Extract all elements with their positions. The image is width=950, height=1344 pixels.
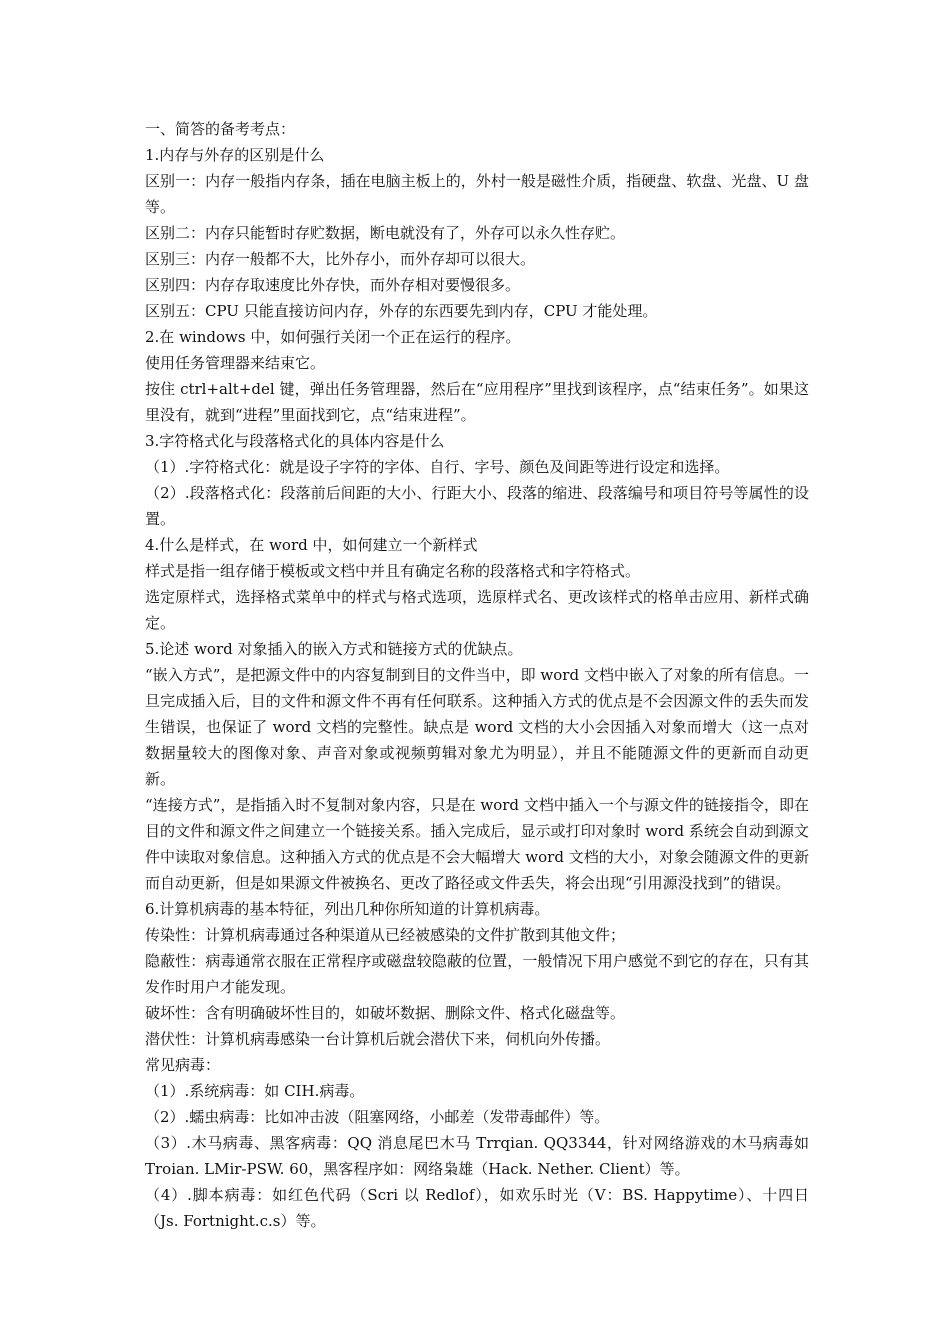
question-heading-5: 5.论述 word 对象插入的嵌入方式和链接方式的优缺点。 (145, 640, 523, 658)
document-body (145, 116, 809, 1234)
paragraph: 区别五：CPU 只能直接访问内存，外存的东西要先到内存，CPU 才能处理。 (145, 302, 658, 320)
paragraph: 使用任务管理器来结束它。 (145, 354, 326, 372)
question-heading-4: 4.什么是样式，在 word 中，如何建立一个新样式 (145, 536, 478, 554)
paragraph: “嵌入方式”，是把源文件中的内容复制到目的文件当中，即 word 文档中嵌入了对象的所有信息。一旦完成插入后，目的文件和源文件不再有任何联系。这种插入方式的优点是不会因源文件的丢失而发生错误，也保证了 word 文档的完整性。缺点是 word 文档的大小会因插入对象而增大（这一点对数据量较大的图像对象、声音对象或视频剪辑对象尤为明显），并且不能随源文件的更新而自动更新。 (145, 666, 809, 788)
paragraph: 隐蔽性：病毒通常衣服在正常程序或磁盘较隐蔽的位置，一般情况下用户感觉不到它的存在，只有其发作时用户才能发现。 (145, 952, 809, 996)
paragraph: 潜伏性：计算机病毒感染一台计算机后就会潜伏下来，伺机向外传播。 (145, 1030, 611, 1048)
paragraph: 区别四：内存存取速度比外存快，而外存相对要慢很多。 (145, 276, 521, 294)
list-item: （2）.蠕虫病毒：比如冲击波（阻塞网络，小邮差（发带毒邮件）等。 (145, 1108, 610, 1126)
paragraph: 传染性：计算机病毒通过各种渠道从已经被感染的文件扩散到其他文件； (145, 926, 626, 944)
list-item: （3）.木马病毒、黑客病毒：QQ 消息尾巴木马 Trrqian. QQ3344，针对网络游戏的木马病毒如 Troian. LMir-PSW. 60，黑客程序如：网络枭雄（Hack. Nether. Client）等。 (145, 1134, 809, 1178)
paragraph: 按住 ctrl+alt+del 键，弹出任务管理器，然后在“应用程序”里找到该程序，点“结束任务”。如果这里没有，就到“进程”里面找到它，点“结束进程”。 (145, 380, 809, 424)
question-heading-2: 2.在 windows 中，如何强行关闭一个正在运行的程序。 (145, 328, 521, 346)
list-item: （4）.脚本病毒：如红色代码（Scri 以 Redlof），如欢乐时光（V：BS. Happytime）、十四日（Js. Fortnight.c.s）等。 (145, 1186, 809, 1230)
paragraph: 选定原样式，选择格式菜单中的样式与格式选项，选原样式名、更改该样式的格单击应用、新样式确定。 (145, 588, 809, 632)
list-item: （1）.系统病毒：如 CIH.病毒。 (145, 1082, 365, 1100)
paragraph: 区别一：内存一般指内存条，插在电脑主板上的，外村一般是磁性介质，指硬盘、软盘、光盘、U 盘等。 (145, 172, 809, 216)
paragraph: “连接方式”，是指插入时不复制对象内容，只是在 word 文档中插入一个与源文件的链接指令，即在目的文件和源文件之间建立一个链接关系。插入完成后，显示或打印对象时 word 系统会自动到源文件中读取对象信息。这种插入方式的优点是不会大幅增大 word 文档的大小，对象会随源文件的更新而自动更新，但是如果源文件被换名、更改了路径或文件丢失，将会出现“引用源没找到”的错误。 (145, 796, 809, 892)
question-heading-6: 6.计算机病毒的基本特征，列出几种你所知道的计算机病毒。 (145, 900, 550, 918)
paragraph: 区别二：内存只能暂时存贮数据，断电就没有了，外存可以永久性存贮。 (145, 224, 626, 242)
section-heading: 一、简答的备考考点： (145, 120, 296, 138)
paragraph: 区别三：内存一般都不大，比外存小，而外存却可以很大。 (145, 250, 536, 268)
paragraph: （2）.段落格式化：段落前后间距的大小、行距大小、段落的缩进、段落编号和项目符号等属性的设置。 (145, 484, 809, 528)
question-heading-1: 1.内存与外存的区别是什么 (145, 146, 325, 164)
question-heading-3: 3.字符格式化与段落格式化的具体内容是什么 (145, 432, 445, 450)
paragraph: 破坏性：含有明确破坏性目的，如破坏数据、删除文件、格式化磁盘等。 (145, 1004, 626, 1022)
paragraph: （1）.字符格式化：就是设子字符的字体、自行、字号、颜色及间距等进行设定和选择。 (145, 458, 730, 476)
paragraph: 样式是指一组存储于模板或文档中并且有确定名称的段落格式和字符格式。 (145, 562, 641, 580)
paragraph: 常见病毒： (145, 1056, 221, 1074)
